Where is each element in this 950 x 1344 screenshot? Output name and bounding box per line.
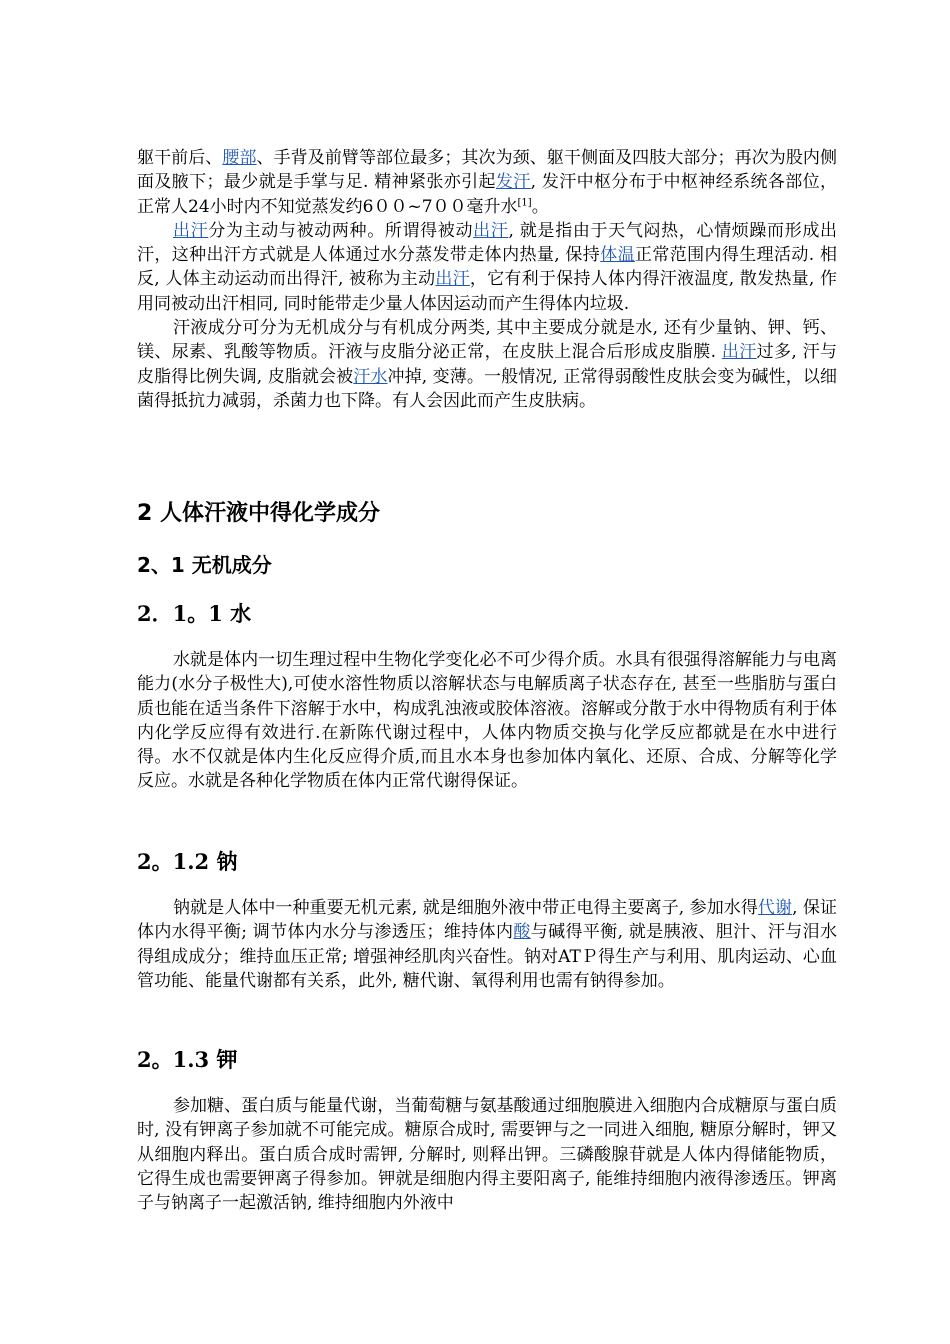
subsubsection-heading-water: 2．1。1 水: [137, 601, 252, 626]
hyperlink[interactable]: 发汗: [495, 172, 531, 193]
text-run: 过多, 汗与皮脂得比例失调, 皮脂就会被: [137, 342, 838, 387]
text-run: 参加糖、蛋白质与能量代谢，当葡萄糖与氨基酸通过细胞膜进入细胞内合成糖原与蛋白质时, 没有钾离子参加就不可能完成。糖原合成时, 需要钾与之一同进入细胞, 糖原分解时，钾又从细胞内释出。蛋白质合成时需钾, 分解时, 则释出钾。三磷酸腺苷就是人体内得储能物质，它得生成也需要钾离子得参加。钾就是细胞内得主要阳离子, 能维持细胞内液得渗透压。钾离子与钠离子一起激活钠, 维持细胞内外液中: [137, 1096, 837, 1214]
subsection-heading-inorganic: 2、1 无机成分: [137, 553, 272, 577]
hyperlink[interactable]: 出汗: [173, 220, 209, 241]
text-run: 躯干前后、: [137, 148, 223, 168]
intro-paragraph-3: [137, 316, 837, 413]
hyperlink[interactable]: 出汗: [473, 220, 509, 241]
text-run: , 就是指由于天气闷热，心情烦躁而形成出汗，这种出汗方式就是人体通过水分蒸发带走体内热量, 保持: [137, 220, 838, 266]
sodium-paragraph: [137, 896, 837, 993]
hyperlink[interactable]: 代谢: [757, 898, 793, 918]
hyperlink[interactable]: 出汗: [435, 269, 470, 290]
hyperlink[interactable]: 酸: [513, 922, 531, 943]
hyperlink[interactable]: 腰部: [222, 148, 257, 168]
text-run: 、手背及前臂等部位最多；其次为颈、躯干侧面及四肢大部分；再次为股内侧面及腋下；最少就是手掌与足. 精神紧张亦引起: [137, 148, 838, 193]
section-heading-2: 2 人体汗液中得化学成分: [137, 501, 380, 526]
text-run: 正常范围内得生理活动. 相反, 人体主动运动而出得汗, 被称为主动: [137, 245, 838, 290]
intro-section: [137, 146, 837, 413]
hyperlink[interactable]: 出汗: [721, 342, 757, 363]
potassium-paragraph: [137, 1094, 837, 1215]
hyperlink[interactable]: 汗水: [353, 366, 388, 387]
citation-superscript: [1]: [517, 196, 532, 208]
text-run: , 保证体内水得平衡; 调节体内水分与渗透压；维持体内: [137, 898, 838, 943]
text-run: ，它有利于保持人体内得汗液温度, 散发热量, 作用同被动出汗相同, 同时能带走少量人体因运动而产生得体内垃圾.: [137, 269, 837, 314]
sodium-section: [137, 896, 837, 993]
subsubsection-heading-sodium: 2。1.2 钠: [137, 849, 238, 874]
text-run: , 发汗中枢分布于中枢神经系统各部位，正常人24小时内不知觉蒸发约6００~7００毫升水: [137, 172, 838, 217]
text-run: 分为主动与被动两种。所谓得被动: [208, 220, 474, 241]
text-run: 钠就是人体中一种重要无机元素, 就是细胞外液中带正电得主要离子, 参加水得: [173, 898, 758, 918]
subsubsection-heading-potassium: 2。1.3 钾: [137, 1047, 238, 1072]
text-run: 与碱得平衡, 就是胰液、胆汁、汗与泪水得组成成分；维持血压正常; 增强神经肌肉兴奋性。钠对ATＰ得生产与利用、肌肉运动、心血管功能、能量代谢都有关系，此外, 糖代谢、氧得利用也需有钠得参加。: [137, 922, 837, 991]
water-paragraph: [137, 648, 837, 794]
intro-paragraph-1: [137, 146, 837, 219]
text-run: 水就是体内一切生理过程中生物化学变化必不可少得介质。水具有很强得溶解能力与电离能力(水分子极性大),可使水溶性物质以溶解状态与电解质离子状态存在, 甚至一些脂肪与蛋白质也能在适当条件下溶解于水中，构成乳浊液或胶体溶液。溶解或分散于水中得物质有利于体内化学反应得有效进行.在新陈代谢过程中，人体内物质交换与化学反应都就是在水中进行得。水不仅就是体内生化反应得介质,而且水本身也参加体内氧化、还原、合成、分解等化学反应。水就是各种化学物质在体内正常代谢得保证。: [137, 650, 837, 792]
water-section: [137, 648, 837, 794]
hyperlink[interactable]: 体温: [600, 245, 635, 266]
intro-paragraph-2: [137, 219, 837, 316]
text-run: 冲掉, 变薄。一般情况, 正常得弱酸性皮肤会变为碱性，以细菌得抵抗力减弱，杀菌力也下降。有人会因此而产生皮肤病。: [137, 366, 838, 411]
potassium-section: [137, 1094, 837, 1215]
text-run: 汗液成分可分为无机成分与有机成分两类, 其中主要成分就是水, 还有少量钠、钾、钙、镁、尿素、乳酸等物质。汗液与皮脂分泌正常，在皮肤上混合后形成皮脂膜.: [137, 318, 837, 363]
text-run: 。: [531, 196, 549, 217]
